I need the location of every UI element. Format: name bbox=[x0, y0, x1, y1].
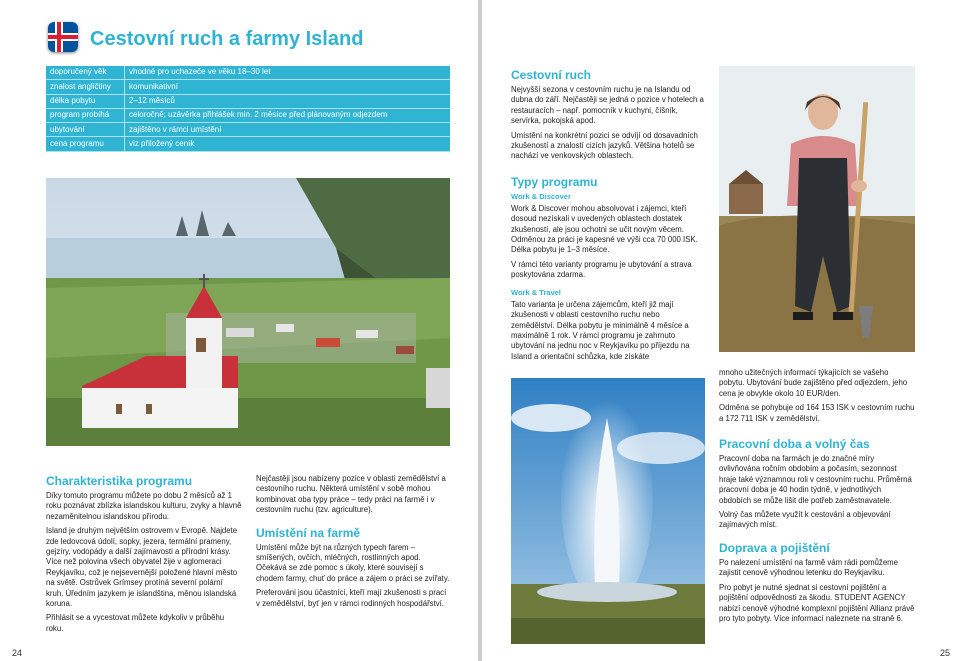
info-key: program probíhá bbox=[46, 108, 125, 122]
info-key: doporučený věk bbox=[46, 66, 125, 80]
characteristics-paragraph: Přihlásit se a vycestovat můžete kdykoliv v průběhu roku. bbox=[46, 613, 225, 633]
info-row bbox=[46, 108, 450, 122]
info-value: komunikativní bbox=[125, 80, 451, 94]
page-number-left: 24 bbox=[12, 648, 23, 658]
info-row bbox=[46, 123, 450, 137]
characteristics-paragraph: Díky tomuto programu můžete po dobu 2 měsíců až 1 roku poznávat zblízka islandskou kulturu, zvyky a hlavně nezaměnitelnou islandskou přírodu. bbox=[46, 491, 242, 521]
info-value: celoročně; uzávěrka přihlášek min. 2 měsíce před plánovaným odjezdem bbox=[125, 108, 451, 122]
farm-heading: Umístění na farmě bbox=[256, 525, 361, 540]
work-travel-continuation: mnoho užitečných informací týkajících se vašeho pobytu. Ubytování bude zajištěno před odjezdem, jeho cena je obvykle okolo 10 EUR/den. bbox=[719, 368, 908, 398]
church-landscape-photo bbox=[46, 178, 450, 446]
left-page bbox=[0, 0, 478, 661]
wage-paragraph: Odměna se pohybuje od 164 153 ISK v cestovním ruchu a 172 711 ISK v zemědělství. bbox=[719, 403, 915, 423]
work-discover-subheading: Work & Discover bbox=[511, 191, 571, 201]
info-value: vhodné pro uchazeče ve věku 18–30 let bbox=[125, 66, 451, 80]
farm-paragraph: Preferováni jsou účastníci, kteří mají zkušenosti s prací v zemědělství, byť jen v rámci rodinných hospodářství. bbox=[256, 588, 447, 608]
info-key: délka pobytu bbox=[46, 94, 125, 108]
characteristics-paragraph: Island je druhým největším ostrovem v Evropě. Najdete zde ledovcová údolí, sopky, jezera, termální prameny, gejzíry, vodopády a další zajímavosti a přírodní krásy. Více než polovina všech obyvatel žije v aglomeraci Reykjavíku, což je nejsevernější položené hlavní město na světě. Ostrůvek Grímsey protíná severní polární kruh. Úředním jazykem je islandština, měnou islandská koruna. bbox=[46, 526, 238, 609]
tourism-paragraph: Nejvyšší sezona v cestovním ruchu je na Islandu od dubna do září. Nejčastěji se jedná o pozice v hotelech a restauracích – např. pomocník v kuchyni, číšník, servírka, pokojská apod. bbox=[511, 85, 704, 126]
working-hours-paragraph: Volný čas můžete využít k cestování a objevování zajímavých míst. bbox=[719, 510, 891, 530]
program-types-heading: Typy programu bbox=[511, 174, 598, 189]
program-info-table bbox=[46, 66, 450, 152]
info-key: znalost angličtiny bbox=[46, 80, 125, 94]
iceland-flag-icon bbox=[48, 22, 78, 52]
farm-paragraph: Umístění může být na různých typech farem – smíšených, ovčích, mléčných, rostlinných apod. Očekává se zde pomoc s úkoly, které souvisejí s chodem farmy, chuť do práce a zájem o práci se zvířaty. bbox=[256, 542, 450, 583]
insurance-paragraph: Pro pobyt je nutné sjednat si cestovní pojištění a pojištění odpovědnosti za škodu. STUDENT AGENCY nabízí cenově výhodné komplexní pojištění Allianz právě pro tyto pobyty. Více informací naleznete na straně 6. bbox=[719, 582, 915, 623]
info-row bbox=[46, 94, 450, 108]
continuation-column bbox=[719, 368, 915, 628]
info-key: ubytování bbox=[46, 123, 125, 137]
farm-column bbox=[256, 474, 452, 613]
info-row bbox=[46, 137, 450, 151]
tourism-heading: Cestovní ruch bbox=[511, 68, 592, 82]
info-value: viz přiložený ceník bbox=[125, 137, 451, 151]
farm-intro: Nejčastěji jsou nabízeny pozice v oblasti zemědělství a cestovního ruchu. Některá umístění v sobě mohou kombinovat oba typy práce – tedy práci na farmě i v cestovním ruchu (tzv. agriculture). bbox=[256, 474, 446, 515]
info-row bbox=[46, 66, 450, 80]
geyser-photo bbox=[511, 378, 705, 644]
info-row bbox=[46, 80, 450, 94]
work-travel-subheading: Work & Travel bbox=[511, 287, 561, 297]
right-page bbox=[482, 0, 960, 661]
work-travel-paragraph: Tato varianta je určena zájemcům, kteří již mají zkušenosti v oblasti cestovního ruchu nebo zemědělství. Délka pobytu je minimálně 4 měsíce a maximálně 1 rok. V rámci programu je zahrnuto ubytování na jednu noc v Reykjavíku po příjezdu na Island a orientační schůzka, kde získáte bbox=[511, 299, 690, 361]
characteristics-heading: Charakteristika programu bbox=[46, 474, 193, 488]
working-hours-paragraph: Pracovní doba na farmách je do značné míry ovlivňována ročním obdobím a počasím, sezonnost hraje také významnou roli v cestovním ruchu. Průměrná pracovní doba je 40 hodin týdně, v jednotlivých obdobích se může lišit dle potřeb zaměstnavatele. bbox=[719, 454, 912, 505]
working-hours-heading: Pracovní doba a volný čas bbox=[719, 437, 870, 452]
work-discover-paragraph: Work & Discover mohou absolvovat i zájemci, kteří dosoud nezískali v uvedených oblastech dostatek zkušeností, ale jsou ochotni se učit novým věcem. Odměnou za práci je kapesné ve výši cca 70 000 ISK. Délka pobytu je 1–3 měsíce. bbox=[511, 203, 698, 255]
page-title: Cestovní ruch a farmy Island bbox=[90, 28, 364, 50]
info-key: cena programu bbox=[46, 137, 125, 151]
insurance-paragraph: Po nalezení umístění na farmě vám rádi pomůžeme zajistit cenově výhodnou letenku do Reykjavíku. bbox=[719, 557, 898, 578]
tourism-paragraph: Umístění na konkrétní pozici se odvíjí od dosavadních zkušeností a znalostí cizích jazyků. Většina hotelů se nachází ve venkovských oblastech. bbox=[511, 130, 698, 161]
farmer-photo bbox=[719, 66, 915, 352]
info-value: 2–12 měsíců bbox=[125, 94, 451, 108]
characteristics-column bbox=[46, 474, 242, 638]
tourism-column bbox=[511, 68, 705, 366]
page-number-right: 25 bbox=[940, 648, 951, 658]
work-discover-paragraph: V rámci této varianty programu je ubytování a strava poskytována zdarma. bbox=[511, 259, 692, 280]
info-value: zajištěno v rámci umístění bbox=[125, 123, 451, 137]
insurance-heading: Doprava a pojištění bbox=[719, 540, 830, 555]
